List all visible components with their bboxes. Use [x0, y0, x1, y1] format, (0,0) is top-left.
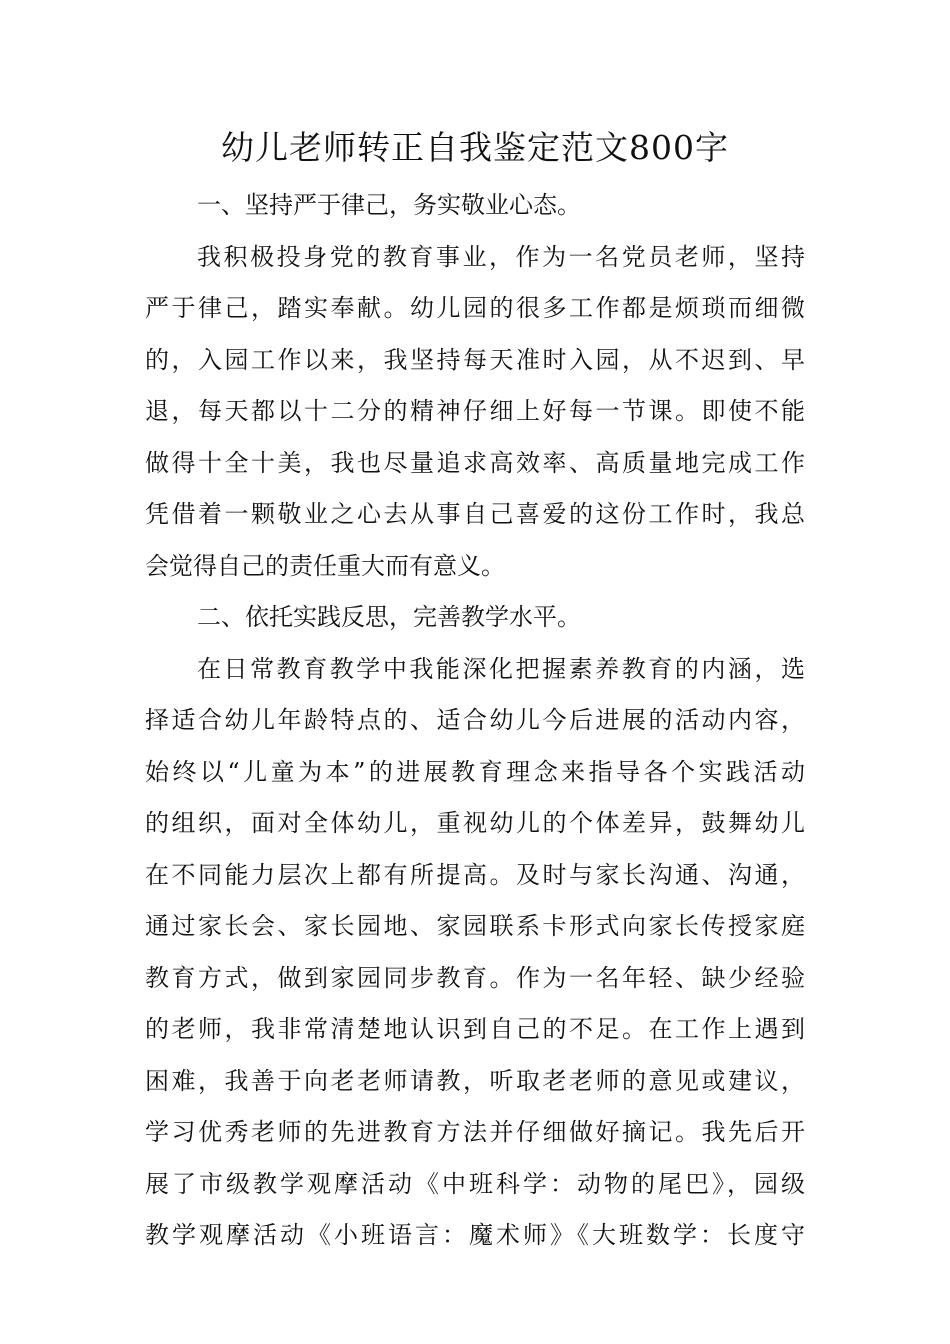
paragraph-line: 教育方式，做到家园同步教育。作为一名年轻、缺少经验 [145, 963, 805, 992]
paragraph-line: 困难，我善于向老老师请教，听取老老师的意见或建议， [145, 1066, 805, 1095]
paragraph-line: 通过家长会、家长园地、家园联系卡形式向家长传授家庭 [145, 912, 805, 940]
paragraph-line: 我积极投身党的教育事业，作为一名党员老师，坚持 [197, 242, 805, 271]
paragraph-line: 做得十全十美，我也尽量追求高效率、高质量地完成工作 [145, 448, 805, 477]
paragraph-line: 始终以“儿童为本”的进展教育理念来指导各个实践活动 [145, 757, 805, 786]
paragraph-line: 严于律己，踏实奉献。幼儿园的很多工作都是烦琐而细微 [145, 294, 805, 322]
paragraph-line: 教学观摩活动《小班语言：魔术师》《大班数学：长度守 [145, 1221, 805, 1249]
document-body [145, 180, 805, 1262]
paragraph-line: 的，入园工作以来，我坚持每天准时入园，从不迟到、早 [145, 345, 805, 374]
paragraph-line: 学习优秀老师的先进教育方法并仔细做好摘记。我先后开 [145, 1118, 805, 1146]
paragraph-line: 在不同能力层次上都有所提高。及时与家长沟通、沟通， [145, 860, 805, 889]
paragraph-line: 展了市级教学观摩活动《中班科学：动物的尾巴》，园级 [145, 1169, 805, 1198]
paragraph-line: 在日常教育教学中我能深化把握素养教育的内涵，选 [197, 654, 805, 683]
paragraph-line: 退，每天都以十二分的精神仔细上好每一节课。即使不能 [145, 397, 805, 425]
section-heading-2: 二、依托实践反思，完善教学水平。 [197, 603, 581, 631]
section-heading-1: 一、坚持严于律己，务实敬业心态。 [197, 191, 581, 219]
paragraph-line: 择适合幼儿年龄特点的、适合幼儿今后进展的活动内容， [145, 706, 805, 734]
paragraph-line: 的老师，我非常清楚地认识到自己的不足。在工作上遇到 [145, 1015, 805, 1043]
paragraph-line: 会觉得自己的责任重大而有意义。 [145, 551, 505, 580]
paragraph-line: 凭借着一颗敬业之心去从事自己喜爱的这份工作时，我总 [145, 500, 805, 528]
paragraph-line: 的组织，面对全体幼儿，重视幼儿的个体差异，鼓舞幼儿 [145, 809, 805, 837]
document-title: 幼儿老师转正自我鉴定范文800字 [221, 128, 729, 167]
